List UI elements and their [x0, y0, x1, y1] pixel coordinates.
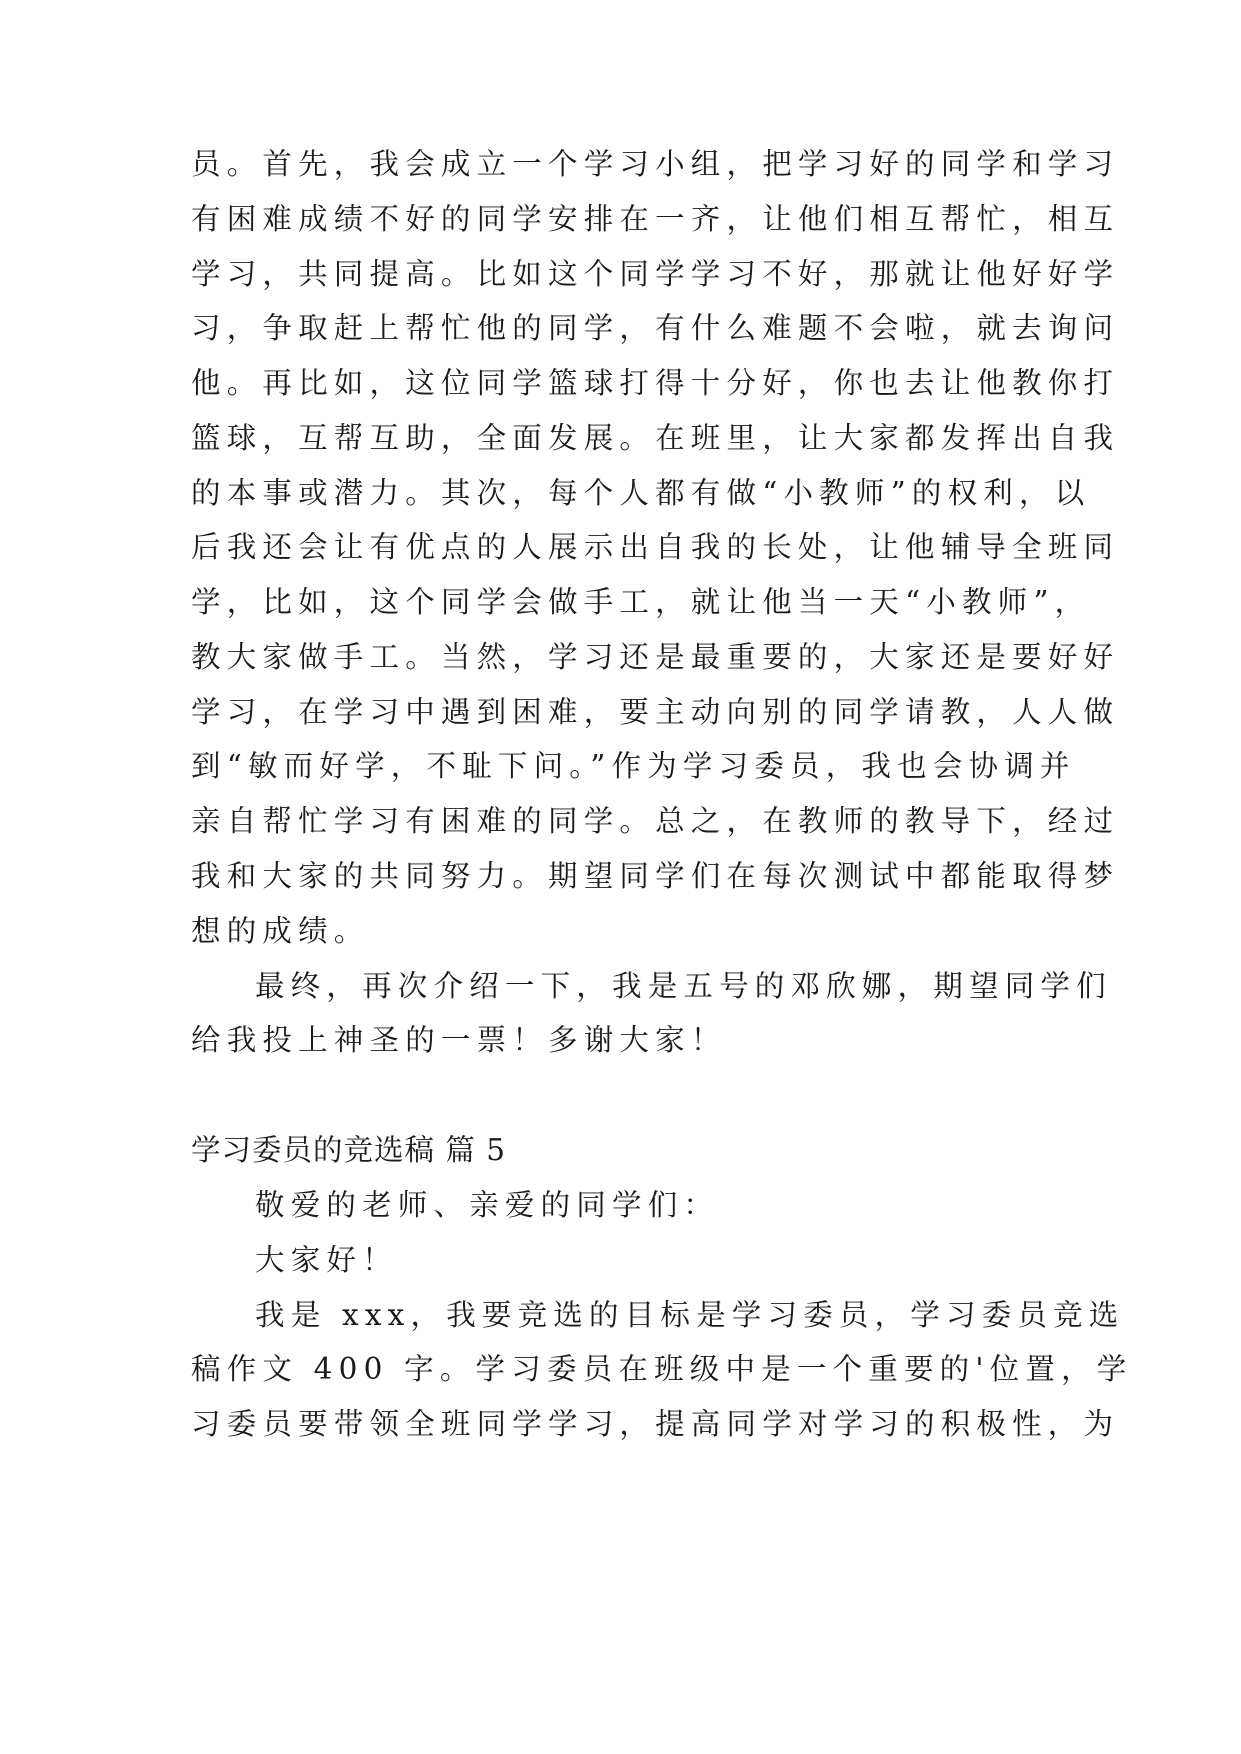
- body-text-line: 员。首先，我会成立一个学习小组，把学习好的同学和学习: [191, 147, 1120, 181]
- body-text-line: 最终，再次介绍一下，我是五号的邓欣娜，期望同学们: [255, 969, 1112, 1003]
- body-text-line: 到“敏而好学，不耻下问。”作为学习委员，我也会协调并: [191, 749, 1076, 783]
- body-text-line: 的本事或潜力。其次，每个人都有做“小教师”的权利，以: [191, 476, 1091, 510]
- body-text-line: 学习，在学习中遇到困难，要主动向别的同学请教，人人做: [191, 695, 1120, 729]
- body-text-line: 教大家做手工。当然，学习还是最重要的，大家还是要好好: [191, 640, 1120, 674]
- body-text-line: 习委员要带领全班同学学习，提高同学对学习的积极性，为: [191, 1407, 1120, 1441]
- body-text-line: 学，比如，这个同学会做手工，就让他当一天“小教师”，: [191, 585, 1091, 619]
- greeting-line: 敬爱的老师、亲爱的同学们：: [255, 1188, 720, 1222]
- body-text-line: 学习，共同提高。比如这个同学学习不好，那就让他好好学: [191, 257, 1120, 291]
- body-text-line: 稿作文 400 字。学习委员在班级中是一个重要的'位置，学: [191, 1352, 1133, 1386]
- section-heading: 学习委员的竞选稿 篇 5: [191, 1133, 507, 1167]
- body-text-line: 习，争取赶上帮忙他的同学，有什么难题不会啦，就去询问: [191, 311, 1120, 345]
- body-text-line: 给我投上神圣的一票！多谢大家！: [191, 1023, 727, 1057]
- body-text-line: 想的成绩。: [191, 914, 370, 948]
- body-text-line: 我和大家的共同努力。期望同学们在每次测试中都能取得梦: [191, 859, 1120, 893]
- body-text-line: 他。再比如，这位同学篮球打得十分好，你也去让他教你打: [191, 366, 1120, 400]
- body-text-line: 后我还会让有优点的人展示出自我的长处，让他辅导全班同: [191, 530, 1120, 564]
- body-text-line: 有困难成绩不好的同学安排在一齐，让他们相互帮忙，相互: [191, 202, 1120, 236]
- body-text-line: 篮球，互帮互助，全面发展。在班里，让大家都发挥出自我: [191, 421, 1120, 455]
- body-text-line: 亲自帮忙学习有困难的同学。总之，在教师的教导下，经过: [191, 804, 1120, 838]
- hello-line: 大家好！: [255, 1243, 398, 1277]
- body-text-line: 我是 xxx，我要竞选的目标是学习委员，学习委员竞选: [255, 1298, 1125, 1332]
